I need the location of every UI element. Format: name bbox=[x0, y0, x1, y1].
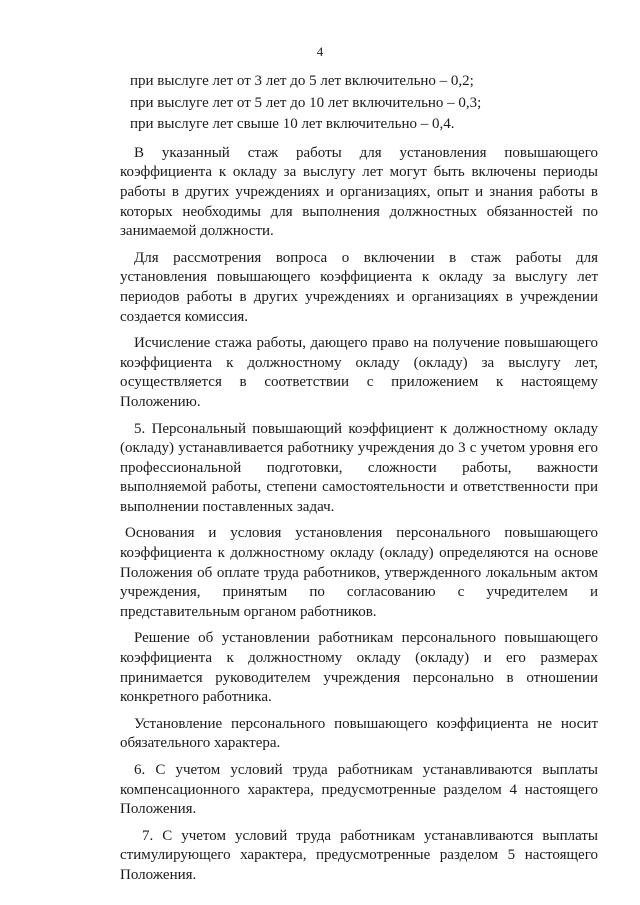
paragraph: Для рассмотрения вопроса о включении в стаж работы для установления повышающего коэффициента к окладу за выслугу лет периодов работы в других учреждениях и организациях в учреждении создается комиссия. bbox=[120, 249, 598, 325]
paragraph: Установление персонального повышающего коэффициента не носит обязательного характера. bbox=[120, 715, 598, 752]
list-item: при выслуге лет от 5 лет до 10 лет включительно – 0,3; bbox=[130, 94, 482, 111]
paragraph: 7. С учетом условий труда работникам устанавливаются выплаты стимулирующего характера, предусмотренные разделом 5 настоящего Положения. bbox=[120, 827, 598, 883]
paragraph: Решение об установлении работникам персонального повышающего коэффициента к должностному окладу (окладу) и его размерах принимается руководителем учреждения персонально в отношении конкретного работника. bbox=[120, 630, 598, 706]
paragraph: 5. Персональный повышающий коэффициент к должностному окладу (окладу) устанавливается работнику учреждения до 3 с учетом уровня его профессиональной подготовки, сложности работы, важности выполняемой работы, степени самостоятельности и ответственности при выполнении поставленных задач. bbox=[120, 420, 598, 515]
page-number: 4 bbox=[316, 44, 324, 59]
list-item: при выслуге лет свыше 10 лет включительно – 0,4. bbox=[130, 116, 455, 133]
list-item: при выслуге лет от 3 лет до 5 лет включительно – 0,2; bbox=[130, 73, 474, 89]
paragraph: В указанный стаж работы для установления повышающего коэффициента к окладу за выслугу лет могут быть включены периоды работы в других учреждениях и организациях, опыт и знания работы в которых необходимы для выполнения должностных обязанностей по занимаемой должности. bbox=[120, 144, 598, 240]
paragraph: 6. С учетом условий труда работникам устанавливаются выплаты компенсационного характера, предусмотренные разделом 4 настоящего Положения. bbox=[120, 762, 598, 818]
paragraph: Исчисление стажа работы, дающего право на получение повышающего коэффициента к должностному окладу (окладу) за выслугу лет, осуществляется в соответствии с приложением к настоящему Положению. bbox=[120, 335, 598, 410]
document-body bbox=[120, 72, 598, 893]
paragraph: Основания и условия установления персонального повышающего коэффициента к должностному окладу (окладу) определяются на основе Положения об оплате труда работников, утвержденного локальным актом учреждения, принятым по согласованию с учредителем и представительным органом работников. bbox=[120, 525, 598, 620]
